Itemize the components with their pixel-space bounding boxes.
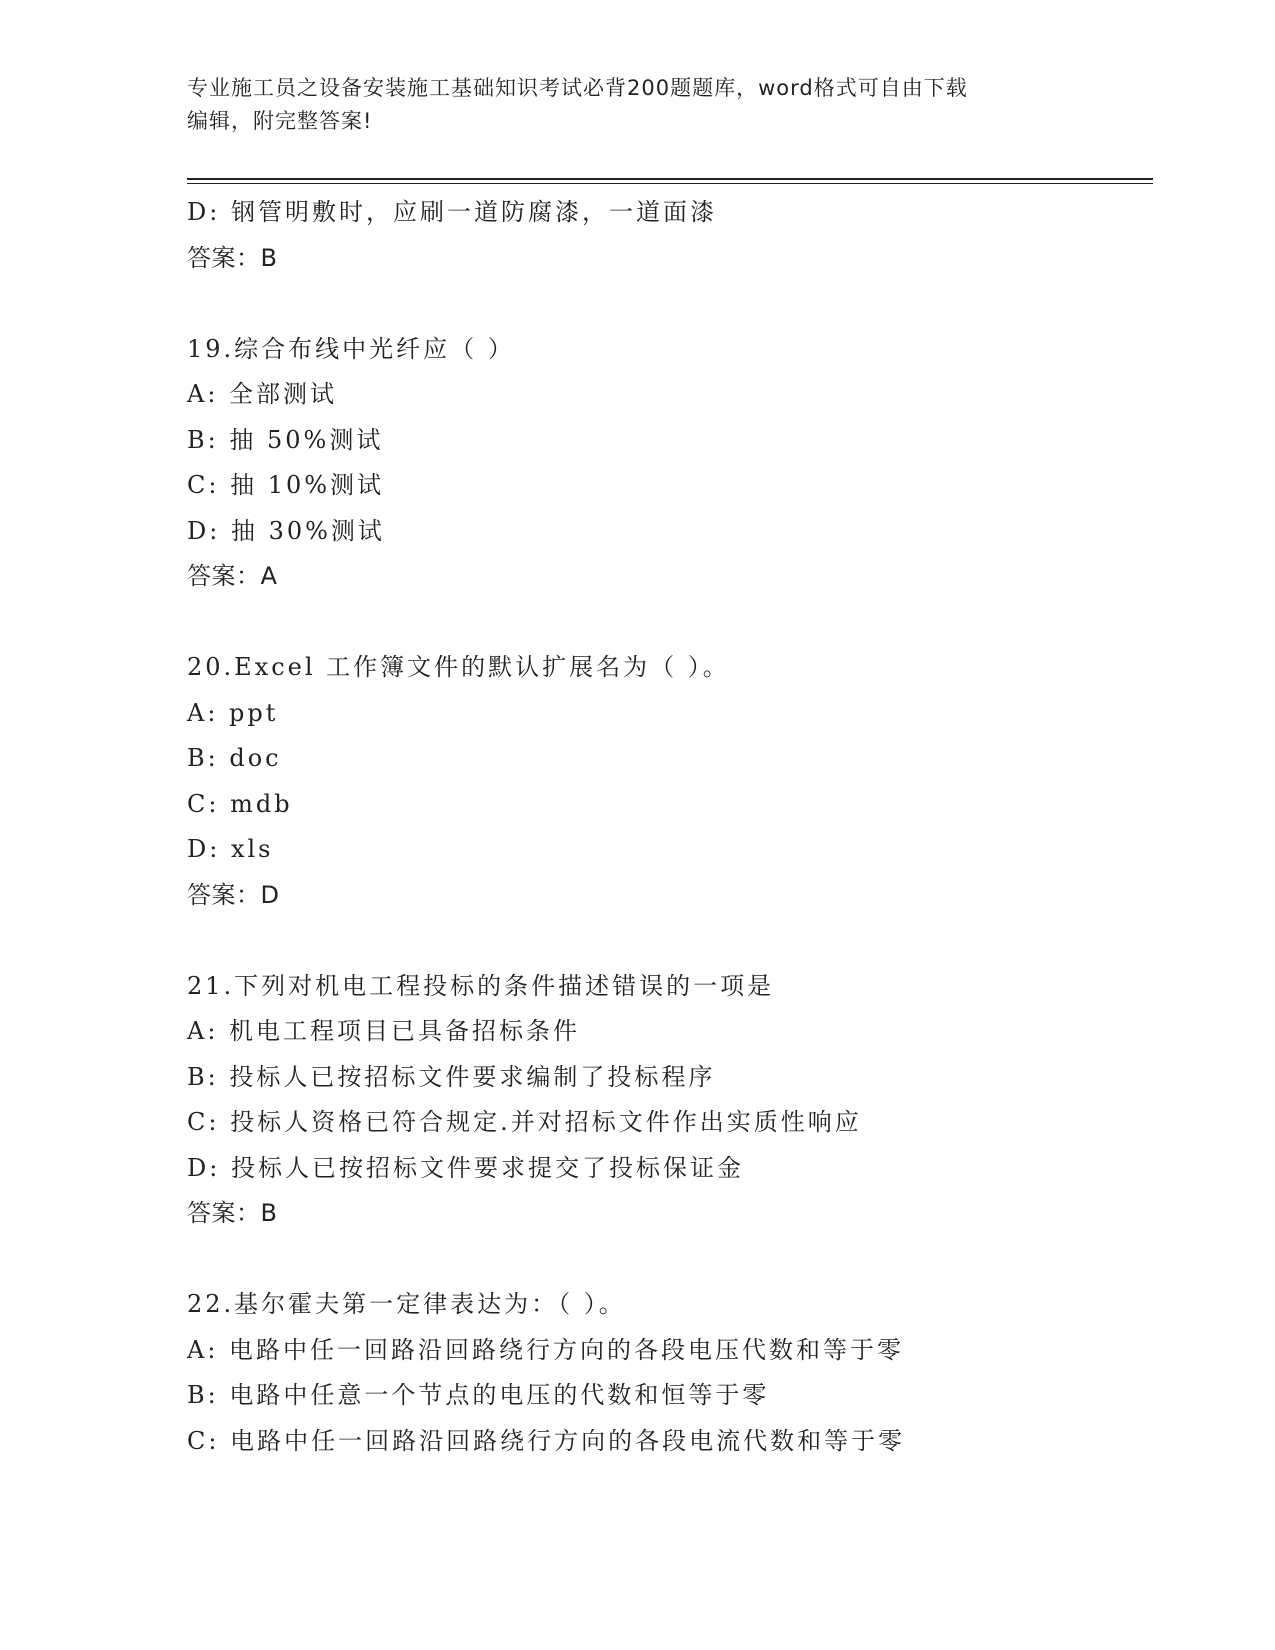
answer-line: 答案：B <box>187 243 278 272</box>
option-a: A: ppt <box>187 698 279 727</box>
spacer <box>187 281 1153 327</box>
option-a: A: 机电工程项目已具备招标条件 <box>187 1017 581 1045</box>
option-c: C: 投标人资格已符合规定.并对招标文件作出实质性响应 <box>187 1108 862 1136</box>
spacer <box>187 1237 1153 1283</box>
question-stem: 21.下列对机电工程投标的条件描述错误的一项是 <box>187 971 775 1000</box>
option-d: D: 钢管明敷时，应刷一道防腐漆，一道面漆 <box>187 198 717 226</box>
header-title-line-1: 专业施工员之设备安装施工基础知识考试必背200题题库，word格式可自由下载 <box>187 76 968 100</box>
option-b: B: 抽 50%测试 <box>187 425 384 454</box>
option-c: C: 电路中任一回路沿回路绕行方向的各段电流代数和等于零 <box>187 1426 906 1455</box>
spacer <box>187 918 1153 964</box>
option-a: A: 电路中任一回路沿回路绕行方向的各段电压代数和等于零 <box>187 1335 905 1364</box>
document-header <box>187 72 1067 138</box>
question-stem: 20.Excel 工作簿文件的默认扩展名为（ ）。 <box>187 653 730 681</box>
option-d: D: xls <box>187 835 274 863</box>
option-d: D: 投标人已按招标文件要求提交了投标保证金 <box>187 1153 744 1182</box>
answer-line: 答案：A <box>187 562 278 590</box>
option-a: A: 全部测试 <box>187 380 338 408</box>
option-c: C: mdb <box>187 789 293 818</box>
option-b: B: 投标人已按招标文件要求编制了投标程序 <box>187 1062 716 1091</box>
answer-line: 答案：D <box>187 880 280 909</box>
question-stem: 19.综合布线中光纤应（ ） <box>187 334 515 363</box>
question-list <box>187 190 1153 1464</box>
question-stem: 22.基尔霍夫第一定律表达为：（ ）。 <box>187 1290 626 1318</box>
header-rule-thin <box>187 183 1153 184</box>
option-c: C: 抽 10%测试 <box>187 471 385 499</box>
option-b: B: 电路中任意一个节点的电压的代数和恒等于零 <box>187 1381 770 1409</box>
option-b: B: doc <box>187 744 282 772</box>
spacer <box>187 600 1153 646</box>
answer-line: 答案：B <box>187 1199 278 1227</box>
header-title-line-2: 编辑，附完整答案! <box>187 109 373 133</box>
header-rule-thick <box>187 178 1153 180</box>
option-d: D: 抽 30%测试 <box>187 516 385 545</box>
